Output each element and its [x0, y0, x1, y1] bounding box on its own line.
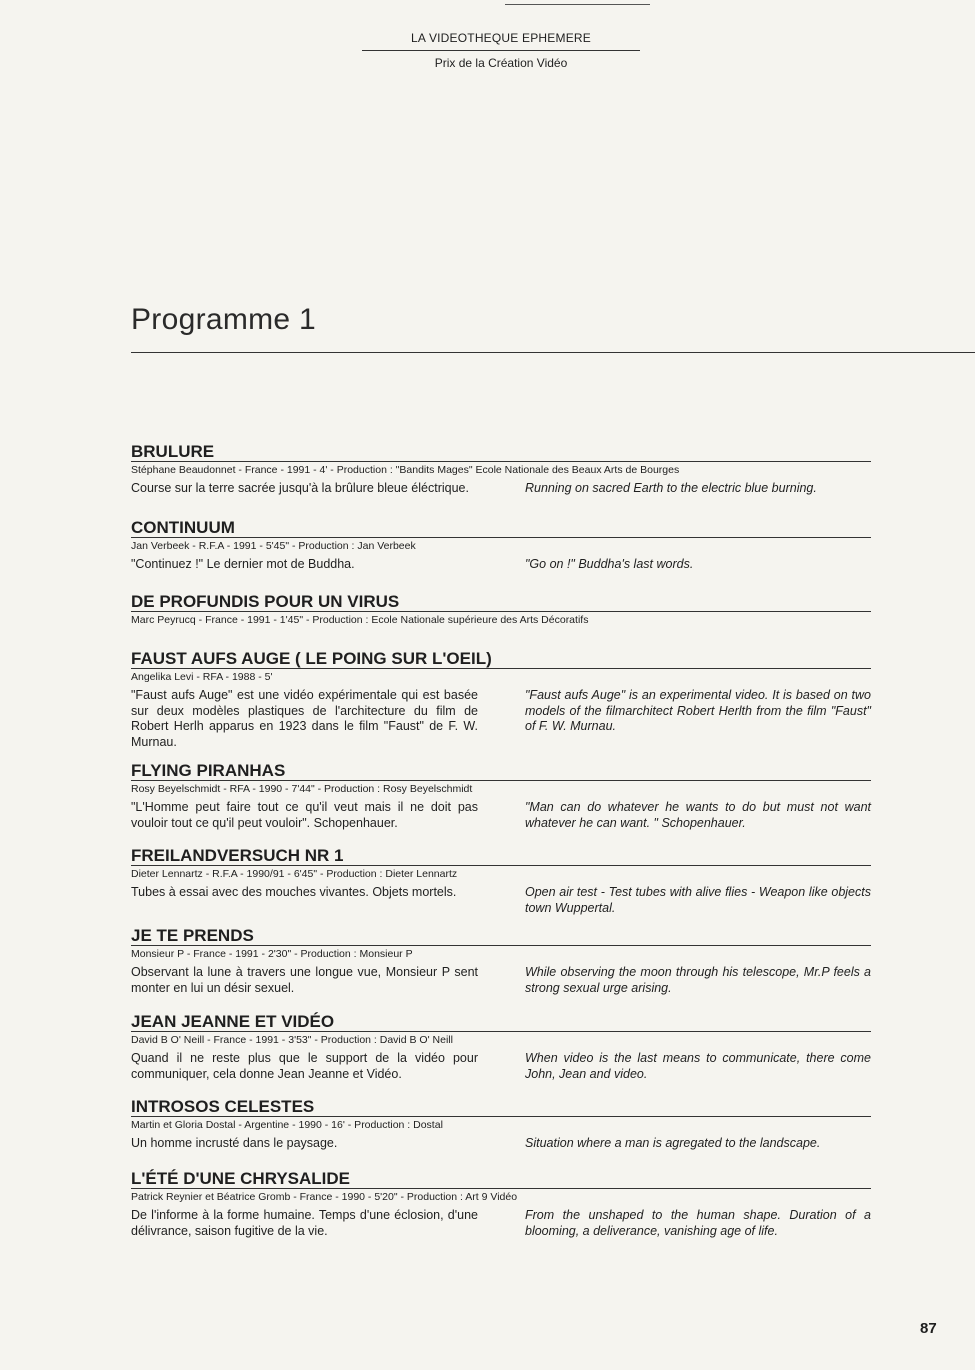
film-synopsis-en: "Faust aufs Auge" is an experimental video. It is based on two models of the filmarchitect Robert Herlth from the film "Faust" of F. W. Murnau. — [525, 688, 871, 733]
page-header — [362, 31, 640, 70]
film-credits: Martin et Gloria Dostal - Argentine - 1990 - 16' - Production : Dostal — [131, 1116, 871, 1132]
film-synopsis-en: Open air test - Test tubes with alive flies - Weapon like objects town Wuppertal. — [525, 885, 871, 915]
film-synopsis-fr: Quand il ne reste plus que le support de la vidéo pour communiquer, cela donne Jean Jeanne et Vidéo. — [131, 1051, 478, 1081]
film-title: FLYING PIRANHAS — [131, 761, 286, 780]
film-entry — [131, 1013, 871, 1082]
film-synopsis-en: Running on sacred Earth to the electric blue burning. — [525, 481, 817, 495]
film-synopsis-fr: Course sur la terre sacrée jusqu'à la brûlure bleue éléctrique. — [131, 481, 469, 495]
header-title: LA VIDEOTHEQUE EPHEMERE — [362, 31, 640, 51]
film-credits: Marc Peyrucq - France - 1991 - 1'45" - Production : Ecole Nationale supérieure des Arts Décoratifs — [131, 611, 871, 627]
film-title: JE TE PRENDS — [131, 926, 254, 945]
film-title: L'ÉTÉ D'UNE CHRYSALIDE — [131, 1169, 351, 1188]
film-synopsis-en: "Go on !" Buddha's last words. — [525, 557, 694, 571]
film-entry — [131, 927, 871, 996]
film-synopsis-fr: "Faust aufs Auge" est une vidéo expérimentale qui est basée sur deux modèles plastiques de l'architecture du film de Robert Herlh apparus en 1923 dans le film "Faust" de F. W. Murnau. — [131, 688, 478, 749]
top-edge-rule — [505, 4, 650, 5]
film-entry — [131, 762, 871, 831]
page-number: 87 — [920, 1320, 937, 1337]
film-credits: Jan Verbeek - R.F.A - 1991 - 5'45" - Production : Jan Verbeek — [131, 537, 871, 553]
film-title: INTROSOS CELESTES — [131, 1097, 315, 1116]
film-credits: Dieter Lennartz - R.F.A - 1990/91 - 6'45" - Production : Dieter Lennartz — [131, 865, 871, 881]
film-entry — [131, 847, 871, 916]
film-entry — [131, 1170, 871, 1239]
header-subtitle: Prix de la Création Vidéo — [434, 56, 568, 70]
programme-title: Programme 1 — [131, 303, 317, 336]
film-title: CONTINUUM — [131, 518, 235, 537]
programme-rule — [131, 352, 975, 353]
film-title: BRULURE — [131, 442, 215, 461]
film-title: FREILANDVERSUCH NR 1 — [131, 846, 344, 865]
film-title: FAUST AUFS AUGE ( LE POING SUR L'OEIL) — [131, 649, 492, 668]
film-credits: Patrick Reynier et Béatrice Gromb - France - 1990 - 5'20" - Production : Art 9 Vidéo — [131, 1188, 871, 1204]
film-synopsis-fr: Observant la lune à travers une longue vue, Monsieur P sent monter en lui un désir sexuel. — [131, 965, 478, 995]
film-synopsis-fr: Un homme incrusté dans le paysage. — [131, 1136, 338, 1150]
film-title: DE PROFUNDIS POUR UN VIRUS — [131, 592, 400, 611]
film-credits: Angelika Levi - RFA - 1988 - 5' — [131, 668, 871, 684]
film-title: JEAN JEANNE ET VIDÉO — [131, 1012, 335, 1031]
film-synopsis-en: From the unshaped to the human shape. Duration of a blooming, a deliverance, vanishing age of life. — [525, 1208, 871, 1238]
film-entry — [131, 593, 871, 627]
film-synopsis-fr: "Continuez !" Le dernier mot de Buddha. — [131, 557, 355, 571]
film-entry — [131, 1098, 871, 1152]
film-synopsis-fr: De l'informe à la forme humaine. Temps d'une éclosion, d'une délivrance, saison fugitive de la vie. — [131, 1208, 478, 1238]
film-synopsis-en: Situation where a man is agregated to the landscape. — [525, 1136, 821, 1150]
film-credits: Stéphane Beaudonnet - France - 1991 - 4' - Production : "Bandits Mages" Ecole Nationale des Beaux Arts de Bourges — [131, 461, 871, 477]
film-synopsis-en: While observing the moon through his telescope, Mr.P feels a strong sexual urge arising. — [525, 965, 871, 995]
film-entry — [131, 519, 871, 573]
film-credits: Monsieur P - France - 1991 - 2'30" - Production : Monsieur P — [131, 945, 871, 961]
film-entry — [131, 650, 871, 750]
film-synopsis-fr: "L'Homme peut faire tout ce qu'il veut mais il ne doit pas vouloir tout ce qu'il peut vouloir". Schopenhauer. — [131, 800, 478, 830]
film-credits: Rosy Beyelschmidt - RFA - 1990 - 7'44" - Production : Rosy Beyelschmidt — [131, 780, 871, 796]
film-synopsis-en: When video is the last means to communicate, there come John, Jean and video. — [525, 1051, 871, 1081]
film-synopsis-fr: Tubes à essai avec des mouches vivantes. Objets mortels. — [131, 885, 457, 899]
film-credits: David B O' Neill - France - 1991 - 3'53" - Production : David B O' Neill — [131, 1031, 871, 1047]
film-entry — [131, 443, 871, 497]
film-synopsis-en: "Man can do whatever he wants to do but must not want whatever he can want. " Schopenhauer. — [525, 800, 871, 830]
